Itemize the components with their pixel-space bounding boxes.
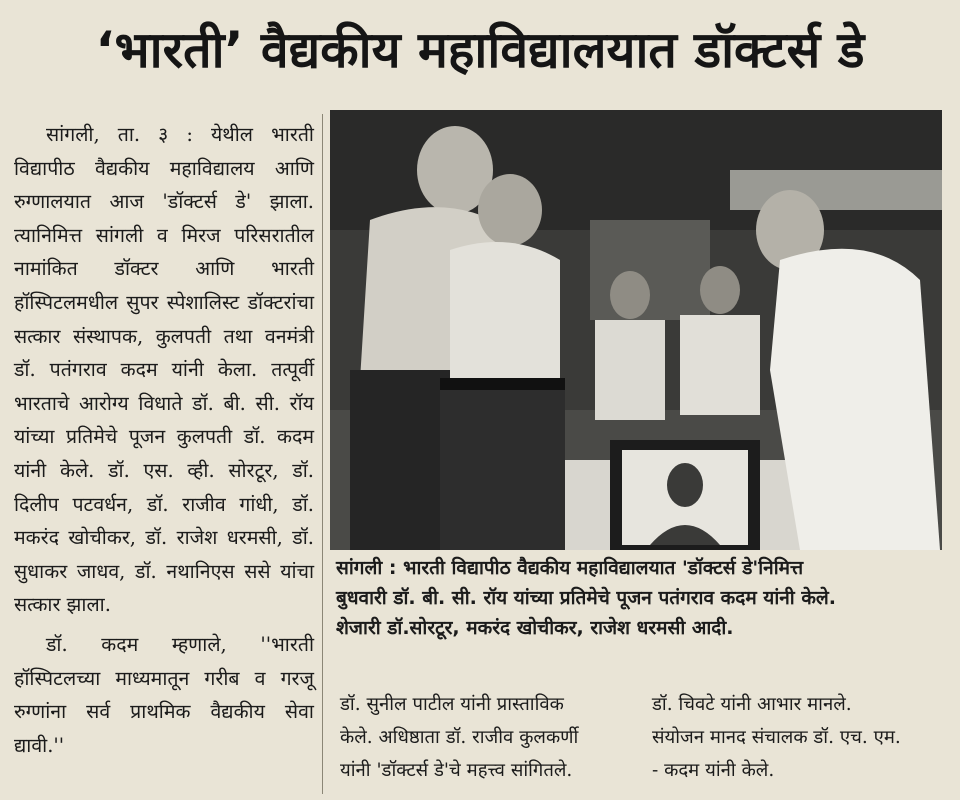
caption-line-1: सांगली : भारती विद्यापीठ वैद्यकीय महाविद्यालयात 'डॉक्टर्स डे'निमित्त: [336, 557, 804, 579]
article-body-left-column: [14, 118, 314, 762]
caption-line-2: बुधवारी डॉ. बी. सी. रॉय यांच्या प्रतिमेचे पूजन पतंगराव कदम यांनी केले.: [336, 587, 837, 609]
middle-line-1: डॉ. सुनील पाटील यांनी प्रास्ताविक: [340, 694, 564, 715]
right-line-1: डॉ. चिवटे यांनी आभार मानले.: [652, 694, 852, 715]
news-photo: [330, 110, 942, 550]
right-line-3: - कदम यांनी केले.: [652, 760, 775, 781]
caption-line-3: शेजारी डॉ.सोरटूर, मकरंद खोचीकर, राजेश धरमसी आदी.: [336, 617, 734, 639]
article-body-middle-column: [340, 688, 640, 787]
right-line-2: संयोजन मानद संचालक डॉ. एच. एम.: [652, 727, 901, 748]
column-divider: [322, 114, 323, 794]
middle-line-3: यांनी 'डॉक्टर्स डे'चे महत्त्व सांगितले.: [340, 760, 573, 781]
middle-line-2: केले. अधिष्ठाता डॉ. राजीव कुलकर्णी: [340, 727, 579, 748]
article-body-right-column: [652, 688, 948, 787]
article-paragraph-2: डॉ. कदम म्हणाले, ''भारती हॉस्पिटलच्या माध्यमातून गरीब व गरजू रुग्णांना सर्व प्राथमिक वैद्यकीय सेवा द्यावी.'': [14, 632, 314, 757]
article-paragraph-1: सांगली, ता. ३ : येथील भारती विद्यापीठ वैद्यकीय महाविद्यालय आणि रुग्णालयात आज 'डॉक्टर्स डे' झाला. त्यानिमित्त सांगली व मिरज परिसरातील नामांकित डॉक्टर आणि भारती हॉस्पिटलमधील सुपर स्पेशालिस्ट डॉक्टरांचा सत्कार संस्थापक, कुलपती तथा वनमंत्री डॉ. पतंगराव कदम यांनी केला. तत्पूर्वी भारताचे आरोग्य विधाते डॉ. बी. सी. रॉय यांच्या प्रतिमेचे पूजन कुलपती डॉ. कदम यांनी केले. डॉ. एस. व्ही. सोरटूर, डॉ. दिलीप पटवर्धन, डॉ. राजीव गांधी, डॉ. मकरंद खोचीकर, डॉ. राजेश धरमसी, डॉ. सुधाकर जाधव, डॉ. नथानिएस ससे यांचा सत्कार झाला.: [14, 123, 314, 617]
photo-caption: [336, 553, 940, 643]
photo-illustration: [330, 110, 942, 550]
headline: ‘भारती’ वैद्यकीय महाविद्यालयात डॉक्टर्स डे: [95, 21, 865, 79]
